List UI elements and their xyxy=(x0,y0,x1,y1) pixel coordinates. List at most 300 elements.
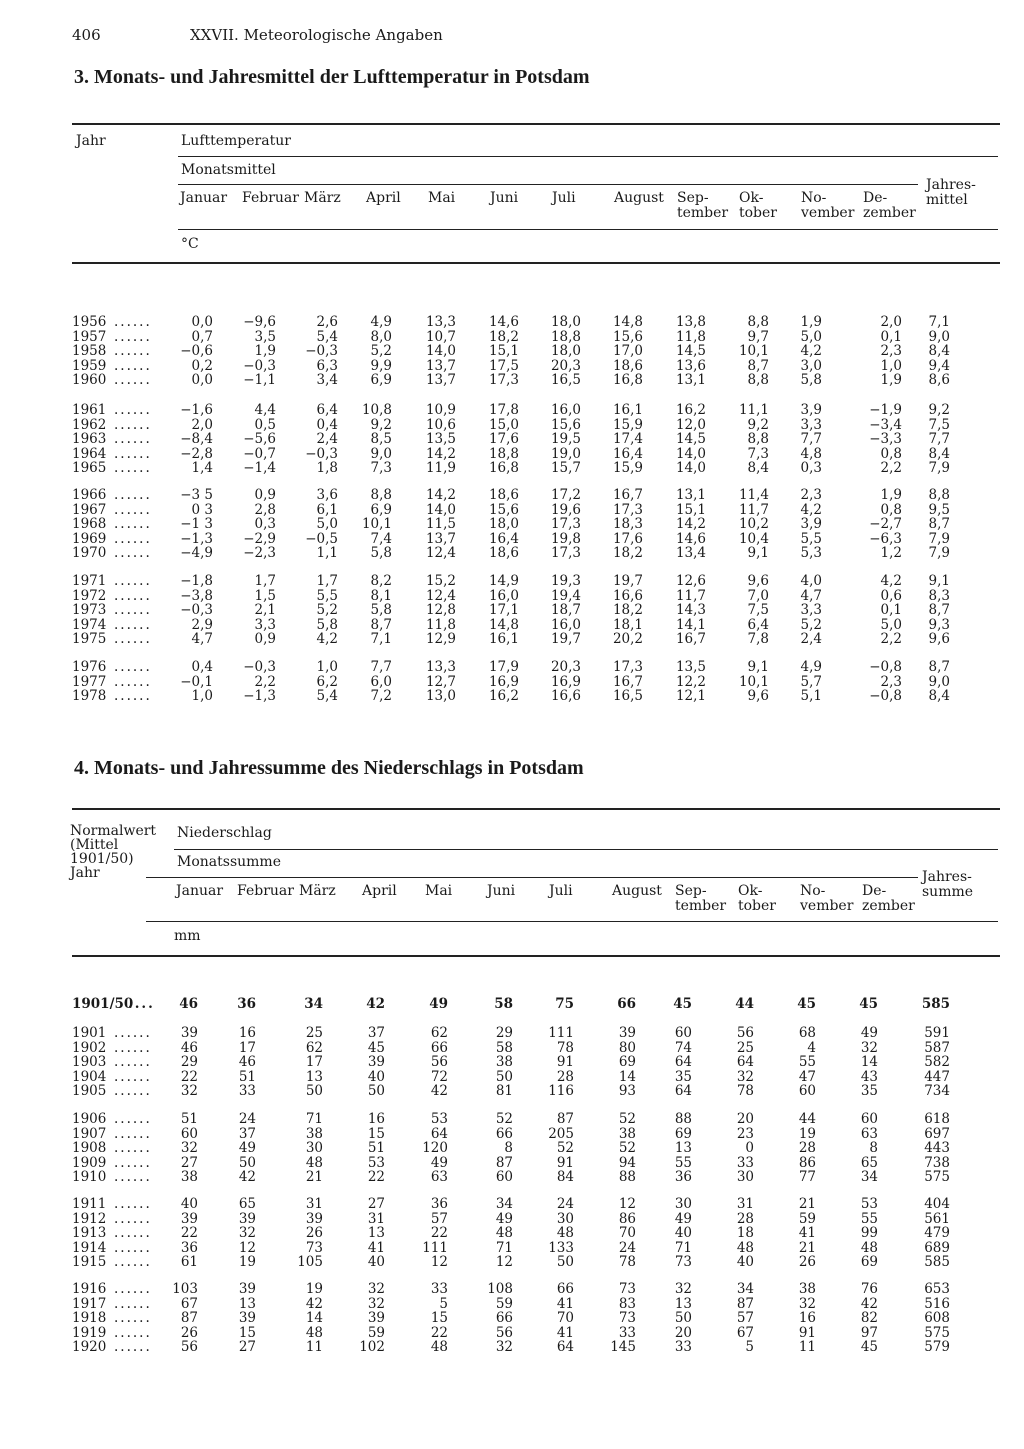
value-cell: 9,6 xyxy=(747,688,769,704)
value-cell: 2,2 xyxy=(254,673,276,690)
value-cell: 60 xyxy=(860,1111,878,1127)
annual-cell: 479 xyxy=(924,1225,950,1241)
value-cell: 5,4 xyxy=(316,688,338,704)
year-cell: 1908 xyxy=(72,1140,107,1156)
year-cell: 1915 xyxy=(72,1254,107,1270)
value-cell: 15,6 xyxy=(550,416,581,433)
table3-row xyxy=(0,487,1024,501)
value-cell: 69 xyxy=(674,1125,692,1142)
value-cell: 5,2 xyxy=(370,343,392,359)
value-cell: 49 xyxy=(430,1154,448,1171)
value-cell: 10,1 xyxy=(738,343,769,359)
value-cell: 14,0 xyxy=(425,501,456,518)
value-cell: 2,2 xyxy=(880,631,902,647)
leader-dots: ...... xyxy=(114,1339,152,1355)
value-cell: 11,4 xyxy=(738,487,769,503)
value-cell: 88 xyxy=(618,1169,636,1185)
value-cell: −0,6 xyxy=(180,343,213,359)
value-cell: 21 xyxy=(305,1169,323,1185)
value-cell: 0,1 xyxy=(880,602,902,618)
value-cell: 2,3 xyxy=(800,487,822,503)
value-cell: 29 xyxy=(495,1025,513,1041)
value-cell: 68 xyxy=(798,1025,816,1041)
value-cell: 87 xyxy=(556,1111,574,1127)
value-cell: 5,1 xyxy=(800,688,822,704)
value-cell: 15,6 xyxy=(612,328,643,345)
value-cell: 22 xyxy=(430,1225,448,1241)
year-cell: 1962 xyxy=(72,416,107,433)
value-cell: 64 xyxy=(674,1083,692,1099)
annual-cell: 8,7 xyxy=(928,602,950,618)
value-cell: 56 xyxy=(180,1339,198,1355)
leader-dots: ...... xyxy=(114,1225,152,1241)
value-cell: 5,7 xyxy=(800,673,822,690)
table3-month-label: Juni xyxy=(490,190,519,206)
value-cell: 14 xyxy=(305,1310,323,1326)
value-cell: 5 xyxy=(745,1339,754,1355)
value-cell: 10,7 xyxy=(425,328,456,345)
value-cell: 32 xyxy=(180,1083,198,1099)
value-cell: 26 xyxy=(180,1324,198,1341)
table4-month-label: Ok- tober xyxy=(738,883,776,914)
value-cell: 8,8 xyxy=(747,314,769,330)
year-cell: 1901 xyxy=(72,1025,107,1041)
value-cell: 16,6 xyxy=(612,587,643,604)
table3-row xyxy=(0,460,1024,474)
value-cell: 11,1 xyxy=(738,402,769,418)
value-cell: 22 xyxy=(367,1169,385,1185)
value-cell: 13,3 xyxy=(425,659,456,675)
value-cell: 19,4 xyxy=(550,587,581,604)
year-cell: 1916 xyxy=(72,1281,107,1297)
table4-normal-row xyxy=(0,996,1024,1010)
value-cell: 0,2 xyxy=(191,357,213,374)
table3-month-label: Februar xyxy=(242,190,299,206)
value-cell: 18 xyxy=(736,1225,754,1241)
annual-cell: 9,3 xyxy=(928,616,950,633)
value-cell: 39 xyxy=(238,1310,256,1326)
value-cell: 55 xyxy=(860,1210,878,1227)
leader-dots: ...... xyxy=(114,1025,152,1041)
value-cell: 40 xyxy=(674,1225,692,1241)
value-cell: 7,8 xyxy=(747,631,769,647)
table4-row xyxy=(0,1083,1024,1097)
annual-cell: 7,7 xyxy=(928,431,950,447)
leader-dots: ...... xyxy=(114,516,152,532)
value-cell: 2,4 xyxy=(316,431,338,447)
value-cell: 16,9 xyxy=(550,673,581,690)
value-cell: 32 xyxy=(495,1339,513,1355)
value-cell: 20,2 xyxy=(612,631,643,647)
value-cell: 37 xyxy=(367,1025,385,1041)
page-header xyxy=(72,26,443,44)
value-cell: 14,8 xyxy=(612,314,643,330)
value-cell: 7,1 xyxy=(370,631,392,647)
value-cell: 48 xyxy=(860,1239,878,1256)
year-cell: 1957 xyxy=(72,328,107,345)
value-cell: −0,3 xyxy=(243,357,276,374)
leader-dots: ...... xyxy=(114,328,152,345)
table3-row xyxy=(0,573,1024,587)
value-cell: 2,1 xyxy=(254,602,276,618)
value-cell: 11,7 xyxy=(675,587,706,604)
table3-row xyxy=(0,588,1024,602)
value-cell: 1,2 xyxy=(880,545,902,561)
value-cell: 93 xyxy=(618,1083,636,1099)
value-cell: 0,9 xyxy=(254,631,276,647)
value-cell: 17,2 xyxy=(550,487,581,503)
value-cell: 55 xyxy=(798,1054,816,1070)
value-cell: 120 xyxy=(422,1140,448,1156)
table3-top-rule xyxy=(72,123,1000,125)
table4-row xyxy=(0,1040,1024,1054)
value-cell: 14,1 xyxy=(675,616,706,633)
table3-month-label: Mai xyxy=(428,190,456,206)
annual-cell: 9,6 xyxy=(928,631,950,647)
value-cell: 82 xyxy=(860,1310,878,1326)
annual-cell: 8,4 xyxy=(928,688,950,704)
value-cell: 41 xyxy=(556,1295,574,1312)
value-cell: 8,7 xyxy=(747,357,769,374)
table4-row xyxy=(0,1054,1024,1068)
value-cell: 18,2 xyxy=(612,545,643,561)
value-cell: 13,1 xyxy=(675,487,706,503)
value-cell: 56 xyxy=(736,1025,754,1041)
table3-rule-unit xyxy=(178,229,998,230)
value-cell: 6,4 xyxy=(316,402,338,418)
annual-cell: 587 xyxy=(924,1039,950,1056)
value-cell: 13,8 xyxy=(675,314,706,330)
year-cell: 1919 xyxy=(72,1324,107,1341)
value-cell: 87 xyxy=(736,1295,754,1312)
value-cell: 44 xyxy=(735,996,754,1012)
value-cell: 34 xyxy=(495,1196,513,1212)
running-head: XXVII. Meteorologische Angaben xyxy=(190,26,443,44)
value-cell: 0,4 xyxy=(191,659,213,675)
leader-dots: ...... xyxy=(114,602,152,618)
value-cell: 18,3 xyxy=(612,516,643,532)
value-cell: 2,0 xyxy=(880,314,902,330)
value-cell: 8,8 xyxy=(747,431,769,447)
table3-month-label: No- vember xyxy=(801,190,855,221)
value-cell: 65 xyxy=(238,1196,256,1212)
value-cell: 86 xyxy=(798,1154,816,1171)
year-cell: 1974 xyxy=(72,616,107,633)
value-cell: 59 xyxy=(798,1210,816,1227)
value-cell: 30 xyxy=(556,1210,574,1227)
value-cell: 1,7 xyxy=(316,573,338,589)
value-cell: 50 xyxy=(238,1154,256,1171)
value-cell: 48 xyxy=(736,1239,754,1256)
leader-dots: ...... xyxy=(114,1254,152,1270)
table3-annual-label: Jahres- mittel xyxy=(926,177,976,208)
year-cell: 1978 xyxy=(72,688,107,704)
value-cell: 3,5 xyxy=(254,328,276,345)
annual-cell: 8,6 xyxy=(928,372,950,388)
value-cell: 42 xyxy=(238,1169,256,1185)
value-cell: 12,1 xyxy=(675,688,706,704)
value-cell: 75 xyxy=(555,996,574,1012)
leader-dots: ...... xyxy=(114,1310,152,1326)
value-cell: 38 xyxy=(618,1125,636,1142)
value-cell: 5,8 xyxy=(370,602,392,618)
value-cell: 19,5 xyxy=(550,431,581,447)
value-cell: 10,9 xyxy=(425,402,456,418)
value-cell: 41 xyxy=(798,1225,816,1241)
value-cell: 1,7 xyxy=(254,573,276,589)
value-cell: 73 xyxy=(618,1310,636,1326)
value-cell: 78 xyxy=(736,1083,754,1099)
value-cell: 17,1 xyxy=(488,602,519,618)
value-cell: 47 xyxy=(798,1068,816,1085)
value-cell: 5,8 xyxy=(800,372,822,388)
value-cell: 63 xyxy=(860,1125,878,1142)
value-cell: 51 xyxy=(180,1111,198,1127)
value-cell: 4,7 xyxy=(191,631,213,647)
value-cell: 16,1 xyxy=(612,402,643,418)
value-cell: 38 xyxy=(495,1054,513,1070)
value-cell: 73 xyxy=(305,1239,323,1256)
value-cell: 52 xyxy=(618,1140,636,1156)
year-cell: 1970 xyxy=(72,545,107,561)
annual-cell: 516 xyxy=(924,1295,950,1312)
value-cell: −1,3 xyxy=(180,530,213,547)
value-cell: −2,7 xyxy=(869,516,902,532)
value-cell: 16,5 xyxy=(612,688,643,704)
value-cell: 4,4 xyxy=(254,402,276,418)
table4-rule-subgroup xyxy=(146,877,918,878)
value-cell: 0,8 xyxy=(880,445,902,462)
value-cell: 29 xyxy=(180,1054,198,1070)
value-cell: 1,8 xyxy=(316,460,338,476)
value-cell: 91 xyxy=(556,1154,574,1171)
value-cell: 12,4 xyxy=(425,587,456,604)
leader-dots: ...... xyxy=(114,445,152,462)
value-cell: 12,7 xyxy=(425,673,456,690)
value-cell: 73 xyxy=(674,1254,692,1270)
leader-dots: ...... xyxy=(114,487,152,503)
value-cell: −0,8 xyxy=(869,688,902,704)
value-cell: 0,7 xyxy=(191,328,213,345)
value-cell: 17,3 xyxy=(612,659,643,675)
value-cell: 7,2 xyxy=(370,688,392,704)
value-cell: 5,3 xyxy=(800,545,822,561)
year-cell: 1910 xyxy=(72,1169,107,1185)
value-cell: 6,2 xyxy=(316,673,338,690)
value-cell: 58 xyxy=(495,1039,513,1056)
annual-cell: 447 xyxy=(924,1068,950,1085)
annual-cell: 575 xyxy=(924,1324,950,1341)
value-cell: 15 xyxy=(238,1324,256,1341)
table4-month-label: No- vember xyxy=(800,883,854,914)
year-cell: 1966 xyxy=(72,487,107,503)
value-cell: 42 xyxy=(860,1295,878,1312)
annual-cell: 8,4 xyxy=(928,445,950,462)
value-cell: 12,0 xyxy=(675,416,706,433)
value-cell: 8,7 xyxy=(370,616,392,633)
value-cell: 133 xyxy=(548,1239,574,1256)
value-cell: 10,1 xyxy=(361,516,392,532)
table4-rule-unit xyxy=(146,921,998,922)
table3-row xyxy=(0,688,1024,702)
value-cell: 27 xyxy=(238,1339,256,1355)
table3-month-label: Juli xyxy=(552,190,576,206)
annual-cell: 689 xyxy=(924,1239,950,1256)
value-cell: 16,0 xyxy=(550,616,581,633)
year-cell: 1961 xyxy=(72,402,107,418)
value-cell: 0,6 xyxy=(880,587,902,604)
value-cell: 11,7 xyxy=(738,501,769,518)
value-cell: 16,4 xyxy=(612,445,643,462)
value-cell: 11,9 xyxy=(425,460,456,476)
value-cell: 145 xyxy=(610,1339,636,1355)
value-cell: −3 5 xyxy=(180,487,213,503)
value-cell: 4,0 xyxy=(800,573,822,589)
value-cell: 10,1 xyxy=(738,673,769,690)
value-cell: 1,9 xyxy=(800,314,822,330)
value-cell: 33 xyxy=(736,1154,754,1171)
value-cell: 12 xyxy=(430,1254,448,1270)
value-cell: 17,6 xyxy=(488,431,519,447)
value-cell: 20,3 xyxy=(550,659,581,675)
value-cell: 78 xyxy=(618,1254,636,1270)
value-cell: 14,3 xyxy=(675,602,706,618)
table3-month-label: De- zember xyxy=(863,190,916,221)
value-cell: 35 xyxy=(860,1083,878,1099)
annual-cell: 734 xyxy=(924,1083,950,1099)
table4-month-label: Februar xyxy=(237,883,294,899)
value-cell: 3,3 xyxy=(800,602,822,618)
value-cell: 84 xyxy=(556,1169,574,1185)
value-cell: 39 xyxy=(367,1310,385,1326)
value-cell: 34 xyxy=(860,1169,878,1185)
year-cell: 1972 xyxy=(72,587,107,604)
value-cell: 8 xyxy=(504,1140,513,1156)
leader-dots: ...... xyxy=(114,343,152,359)
table3-unit: °C xyxy=(181,236,199,252)
value-cell: 11 xyxy=(798,1339,816,1355)
value-cell: 41 xyxy=(367,1239,385,1256)
value-cell: 14,2 xyxy=(425,445,456,462)
value-cell: 59 xyxy=(367,1324,385,1341)
value-cell: 34 xyxy=(736,1281,754,1297)
value-cell: 11,8 xyxy=(425,616,456,633)
value-cell: 4,2 xyxy=(316,631,338,647)
year-cell: 1958 xyxy=(72,343,107,359)
leader-dots: ...... xyxy=(114,416,152,433)
value-cell: 28 xyxy=(798,1140,816,1156)
value-cell: 6,4 xyxy=(747,616,769,633)
value-cell: 32 xyxy=(674,1281,692,1297)
value-cell: 33 xyxy=(238,1083,256,1099)
value-cell: 67 xyxy=(180,1295,198,1312)
value-cell: 12 xyxy=(618,1196,636,1212)
leader-dots: ...... xyxy=(114,545,152,561)
value-cell: 18,6 xyxy=(488,487,519,503)
value-cell: 40 xyxy=(736,1254,754,1270)
value-cell: 116 xyxy=(548,1083,574,1099)
value-cell: 76 xyxy=(860,1281,878,1297)
value-cell: 86 xyxy=(618,1210,636,1227)
table4-row xyxy=(0,1126,1024,1140)
value-cell: 94 xyxy=(618,1154,636,1171)
value-cell: 1,0 xyxy=(880,357,902,374)
value-cell: 5,0 xyxy=(316,516,338,532)
table4-row xyxy=(0,1140,1024,1154)
value-cell: 51 xyxy=(238,1068,256,1085)
value-cell: 4,7 xyxy=(800,587,822,604)
value-cell: 36 xyxy=(180,1239,198,1256)
annual-cell: 585 xyxy=(924,1254,950,1270)
table4-row xyxy=(0,1069,1024,1083)
value-cell: 8,5 xyxy=(370,431,392,447)
leader-dots: ...... xyxy=(114,688,152,704)
value-cell: 12,4 xyxy=(425,545,456,561)
value-cell: 10,6 xyxy=(425,416,456,433)
value-cell: 0,8 xyxy=(880,501,902,518)
value-cell: 0,0 xyxy=(191,372,213,388)
value-cell: 13,7 xyxy=(425,372,456,388)
value-cell: 13,0 xyxy=(425,688,456,704)
table3-row xyxy=(0,545,1024,559)
leader-dots: ...... xyxy=(114,1039,152,1056)
leader-dots: ...... xyxy=(114,314,152,330)
value-cell: 23 xyxy=(736,1125,754,1142)
table4-annual-label: Jahres- summe xyxy=(922,869,974,900)
value-cell: 28 xyxy=(556,1068,574,1085)
annual-cell: 738 xyxy=(924,1154,950,1171)
table4-month-label: Mai xyxy=(425,883,453,899)
value-cell: 7,3 xyxy=(370,460,392,476)
value-cell: 50 xyxy=(674,1310,692,1326)
year-cell: 1914 xyxy=(72,1239,107,1256)
table4-row xyxy=(0,1339,1024,1353)
value-cell: −0,3 xyxy=(180,602,213,618)
value-cell: 0,0 xyxy=(191,314,213,330)
leader-dots: ...... xyxy=(114,1169,152,1185)
value-cell: 13,7 xyxy=(425,530,456,547)
value-cell: 3,9 xyxy=(800,402,822,418)
leader-dots: ...... xyxy=(114,402,152,418)
value-cell: 8,0 xyxy=(370,328,392,345)
value-cell: 1,1 xyxy=(316,545,338,561)
value-cell: 39 xyxy=(238,1281,256,1297)
value-cell: 19,7 xyxy=(612,573,643,589)
value-cell: 37 xyxy=(238,1125,256,1142)
value-cell: 9,2 xyxy=(370,416,392,433)
value-cell: 88 xyxy=(674,1111,692,1127)
value-cell: 2,2 xyxy=(880,460,902,476)
value-cell: 8,1 xyxy=(370,587,392,604)
value-cell: 2,9 xyxy=(191,616,213,633)
value-cell: 32 xyxy=(367,1281,385,1297)
value-cell: 8,2 xyxy=(370,573,392,589)
leader-dots: ...... xyxy=(114,501,152,518)
year-cell: 1918 xyxy=(72,1310,107,1326)
value-cell: 18,2 xyxy=(612,602,643,618)
value-cell: 57 xyxy=(736,1310,754,1326)
value-cell: 40 xyxy=(367,1068,385,1085)
value-cell: 17,3 xyxy=(612,501,643,518)
value-cell: 99 xyxy=(860,1225,878,1241)
value-cell: 48 xyxy=(430,1339,448,1355)
leader-dots: ...... xyxy=(114,1140,152,1156)
annual-cell: 9,0 xyxy=(928,673,950,690)
value-cell: 43 xyxy=(860,1068,878,1085)
value-cell: 50 xyxy=(367,1083,385,1099)
value-cell: 13 xyxy=(674,1140,692,1156)
value-cell: 22 xyxy=(180,1225,198,1241)
